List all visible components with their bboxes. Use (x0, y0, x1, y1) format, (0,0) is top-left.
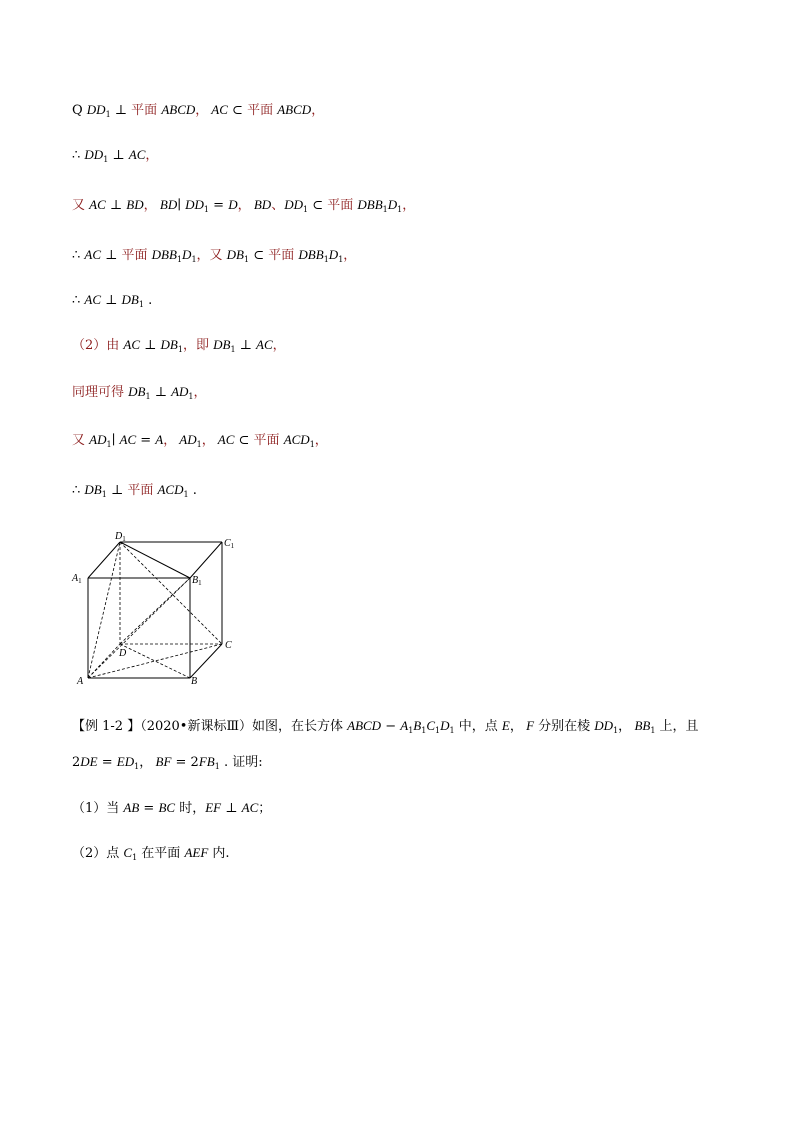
highlighted-text: ， (143, 198, 157, 213)
text-run: ∣ (177, 198, 186, 213)
math-symbol: ABCD (161, 102, 196, 117)
math-symbol: D (228, 197, 238, 212)
math-symbol: DD (185, 197, 204, 212)
highlighted-text: ，又 (196, 248, 227, 263)
math-subscript: 1 (230, 345, 236, 354)
math-subscript: 1 (183, 490, 189, 499)
math-symbol: DB (121, 292, 139, 307)
text-run: = (97, 755, 117, 770)
math-symbol: AC (208, 102, 228, 117)
example-line-2 (72, 752, 263, 777)
math-symbol: ED (116, 754, 135, 769)
math-subscript: 1 (323, 255, 329, 264)
math-symbol: D (182, 247, 192, 262)
math-symbol: DB (160, 337, 178, 352)
math-symbol: DE (80, 754, 98, 769)
edge-B1-C1 (190, 542, 222, 578)
text-run: （2）点 (72, 846, 124, 861)
math-symbol: AC (214, 432, 235, 447)
text-run: ⊂ (234, 433, 254, 448)
text-run: 【例 1-2 】 (72, 719, 141, 734)
math-symbol: C (123, 845, 133, 860)
math-subscript: 1 (145, 392, 151, 401)
text-run: = 2 (171, 755, 199, 770)
highlighted-text: 又 (72, 198, 90, 213)
math-subscript: 1 (382, 205, 388, 214)
text-run: Q (72, 103, 87, 118)
highlighted-text: ， (237, 198, 251, 213)
math-symbol: AEF (184, 845, 209, 860)
label-D: D (119, 648, 127, 659)
edge-B-C (190, 644, 222, 678)
math-subscript: 1 (302, 205, 309, 214)
example-line-1 (72, 716, 699, 741)
math-symbol: AD (176, 432, 197, 447)
math-subscript: 1 (338, 255, 344, 264)
math-subscript: 1 (191, 255, 197, 264)
highlighted-text: 又 (72, 433, 90, 448)
label-C1: $C_1$ (224, 538, 235, 550)
math-symbol: A (400, 718, 409, 733)
proof-line-2 (72, 145, 158, 170)
label-A1: $A_1$ (72, 573, 82, 585)
text-run: 内. (208, 846, 230, 861)
math-subscript: 1 (397, 205, 403, 214)
math-subscript: 1 (138, 300, 144, 309)
highlighted-text: ， (272, 338, 286, 353)
text-run: ⊥ (140, 338, 161, 353)
math-subscript: 1 (650, 726, 656, 735)
math-subscript: 1 (132, 853, 138, 862)
math-subscript: 1 (134, 762, 140, 771)
text-run: . 证明: (219, 755, 263, 770)
math-subscript: 1 (188, 392, 194, 401)
highlighted-text: 平面 (247, 103, 278, 118)
highlighted-text: 平面 (268, 248, 299, 263)
math-symbol: AC (84, 292, 102, 307)
text-run: ； (258, 801, 272, 816)
text-run: ⊥ (101, 293, 122, 308)
highlighted-text: 平面 (253, 433, 284, 448)
math-symbol: AC (119, 432, 137, 447)
math-subscript: 1 (106, 440, 112, 449)
segment-D1-C (120, 542, 222, 644)
proof-line-8 (72, 430, 328, 455)
math-symbol: DBB (357, 197, 383, 212)
text-run: ∴ (72, 248, 85, 263)
label-B1: $B_1$ (192, 575, 202, 587)
example-line-3 (72, 798, 271, 819)
math-symbol: DB (213, 337, 231, 352)
text-run: ， (139, 755, 153, 770)
math-symbol: DD (86, 102, 106, 117)
highlighted-text: ， (195, 103, 209, 118)
highlighted-text: ，即 (182, 338, 214, 353)
math-symbol: BD (126, 197, 144, 212)
highlighted-text: 同理可得 (72, 385, 129, 400)
text-run: ⊂ (249, 248, 269, 263)
math-symbol: DB (84, 482, 102, 497)
math-symbol: D (328, 247, 339, 262)
math-symbol: A (155, 432, 164, 447)
label-D1: $D_1$ (115, 531, 126, 543)
text-run: = (136, 433, 156, 448)
math-symbol: DBB (151, 247, 177, 262)
text-run: ∣ (111, 433, 120, 448)
math-symbol: D (387, 197, 398, 212)
math-symbol: ACD (283, 432, 310, 447)
math-symbol: AD (89, 432, 107, 447)
text-run: ⊂ (227, 103, 248, 118)
proof-line-5 (72, 290, 152, 315)
text-run: （1）当 (72, 801, 124, 816)
text-run: 分别在棱 (534, 719, 595, 734)
highlighted-text: 平面 (127, 483, 158, 498)
math-symbol: AC (241, 800, 259, 815)
text-run: 中，点 (454, 719, 502, 734)
math-symbol: F (522, 718, 535, 733)
highlighted-text: ， (193, 385, 207, 400)
edge-A1-D1 (88, 542, 120, 578)
segment-D-B1 (120, 578, 190, 644)
math-subscript: 1 (196, 440, 202, 449)
text-run: ⊥ (110, 103, 132, 118)
highlighted-text: 、 (271, 198, 285, 213)
math-symbol: ABCD (277, 102, 312, 117)
proof-line-1 (72, 100, 324, 125)
math-subscript: 1 (103, 155, 109, 164)
math-subscript: 1 (309, 440, 315, 449)
math-subscript: 1 (421, 726, 427, 735)
math-subscript: 1 (177, 345, 183, 354)
math-subscript: 1 (408, 726, 414, 735)
math-subscript: 1 (244, 255, 250, 264)
math-symbol: AC (123, 337, 141, 352)
math-symbol: FB (198, 754, 215, 769)
text-run: ⊥ (235, 338, 257, 353)
text-run: ， (509, 719, 523, 734)
math-symbol: DBB (298, 247, 324, 262)
math-symbol: AC (84, 247, 102, 262)
math-symbol: BF (152, 754, 172, 769)
segment-B-D (120, 644, 190, 678)
proof-line-6 (72, 335, 286, 360)
math-subscript: 1 (449, 726, 455, 735)
text-run: = (209, 198, 229, 213)
math-symbol: BD (156, 197, 178, 212)
text-run: . (188, 483, 197, 498)
highlighted-text: ， (145, 148, 159, 163)
highlighted-text: ， (163, 433, 177, 448)
math-symbol: AB (123, 800, 140, 815)
text-run: 在平面 (137, 846, 185, 861)
math-symbol: EF (205, 800, 222, 815)
math-symbol: AC (256, 337, 273, 352)
text-run: 时， (175, 801, 206, 816)
text-run: = (139, 801, 159, 816)
math-symbol: ACD (157, 482, 184, 497)
proof-line-7 (72, 382, 207, 407)
math-symbol: AC (89, 197, 106, 212)
math-symbol: BB (631, 718, 651, 733)
segment-D1-B1 (120, 542, 190, 578)
text-run: 上，且 (655, 719, 699, 734)
text-run: 2 (72, 755, 81, 770)
math-symbol: DB (226, 247, 245, 262)
example-line-4 (72, 843, 230, 868)
math-symbol: DD (594, 718, 614, 733)
proof-line-4 (72, 245, 356, 270)
highlighted-text: ， (314, 433, 328, 448)
math-symbol: D (440, 718, 450, 733)
highlighted-text: ， (343, 248, 357, 263)
highlighted-text: ， (311, 103, 325, 118)
cube-figure (70, 526, 250, 690)
math-subscript: 1 (435, 726, 441, 735)
math-symbol: DD (284, 197, 303, 212)
text-run: ⊥ (150, 385, 172, 400)
highlighted-text: 平面 (327, 198, 358, 213)
segment-A-D1 (88, 542, 120, 678)
math-subscript: 1 (101, 490, 107, 499)
text-run: （2020•新课标Ⅲ）如图，在长方体 (140, 719, 348, 734)
label-B: B (191, 676, 198, 687)
highlighted-text: ， (201, 433, 215, 448)
label-C: C (225, 640, 232, 651)
math-symbol: B (413, 718, 422, 733)
proof-line-3 (72, 195, 415, 220)
math-subscript: 1 (214, 762, 220, 771)
text-run: ⊂ (308, 198, 328, 213)
text-run: − (381, 719, 401, 734)
math-symbol: ABCD (347, 718, 382, 733)
math-subscript: 1 (613, 726, 619, 735)
text-run: ， (618, 719, 632, 734)
text-run: ∴ (72, 148, 85, 163)
highlighted-text: （2）由 (72, 338, 124, 353)
math-symbol: E (501, 718, 510, 733)
math-subscript: 1 (105, 110, 111, 119)
segment-A-B1 (88, 578, 190, 678)
math-subscript: 1 (176, 255, 183, 264)
math-symbol: BC (158, 800, 176, 815)
math-symbol: BD (250, 197, 272, 212)
text-run: ⊥ (101, 248, 122, 263)
highlighted-text: 平面 (131, 103, 162, 118)
math-symbol: C (426, 718, 436, 733)
highlighted-text: ， (402, 198, 416, 213)
text-run: ∴ (72, 293, 85, 308)
highlighted-text: 平面 (121, 248, 152, 263)
text-run: . (143, 293, 153, 308)
text-run: ⊥ (105, 198, 127, 213)
text-run: ⊥ (106, 483, 128, 498)
text-run: ⊥ (108, 148, 129, 163)
segment-A-C (88, 644, 222, 678)
math-symbol: AD (171, 384, 189, 399)
text-run: ∴ (72, 483, 85, 498)
math-symbol: DD (84, 147, 104, 162)
label-A: A (77, 676, 84, 687)
math-symbol: AC (128, 147, 146, 162)
math-symbol: DB (128, 384, 146, 399)
math-subscript: 1 (203, 205, 210, 214)
text-run: ⊥ (221, 801, 242, 816)
proof-line-9 (72, 480, 197, 505)
